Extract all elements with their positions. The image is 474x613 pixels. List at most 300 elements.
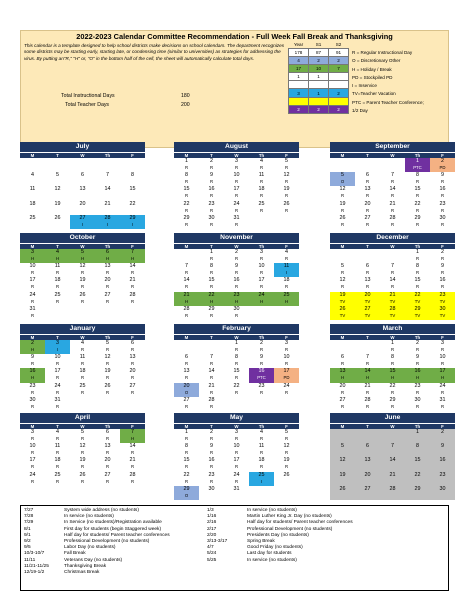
day-cell: 27 R	[104, 471, 111, 484]
day-cell: 16 R	[233, 277, 240, 290]
weekday-label: M	[340, 335, 345, 340]
day-cell: 1	[405, 429, 430, 443]
day-cell: 21 R	[129, 277, 136, 290]
day-cell: 24 R	[283, 382, 290, 395]
day-cell: 26 R	[79, 471, 86, 484]
day-cell: 3 R	[234, 429, 239, 441]
weekday-label: M	[340, 424, 345, 429]
day-cell: 3 I	[45, 340, 70, 354]
week-row	[174, 201, 299, 215]
day-cell: 28 R	[129, 471, 136, 484]
day-cell: 1 R	[415, 249, 420, 261]
month-title: June	[330, 413, 455, 423]
day-cell	[330, 340, 355, 354]
day-cell: 6 H	[95, 249, 120, 263]
year-table-cell: 17	[289, 64, 309, 72]
day-cell	[355, 429, 380, 443]
week-row	[174, 186, 299, 200]
day-cell: 17 R	[233, 457, 240, 470]
weekday-label: F	[285, 335, 288, 340]
note-item: 9/2 Professional Development (no students)	[24, 539, 150, 545]
day-cell: 5 R	[340, 263, 345, 276]
week-row	[20, 158, 145, 172]
day-cell: 17 R	[29, 277, 36, 290]
note-item: 12/19-1/2 Christmas Break	[24, 570, 100, 576]
week-row	[20, 172, 145, 186]
day-cell: 2 R	[209, 158, 214, 170]
day-cell	[380, 249, 405, 263]
day-cell: 16 H	[20, 368, 45, 382]
week-row	[174, 172, 299, 186]
day-cell: 30 R	[233, 305, 240, 318]
day-cell	[174, 340, 199, 354]
month-title: January	[20, 324, 145, 334]
day-cell: 13	[79, 186, 86, 193]
day-cell: 20 R	[339, 382, 346, 395]
day-cell: 8	[131, 172, 134, 179]
day-cell: 24 H	[249, 292, 274, 306]
year-table-cell	[289, 97, 309, 105]
day-cell: 27 R	[129, 382, 136, 395]
day-cell: 28 TV	[380, 306, 405, 320]
day-cell: 4 R	[284, 249, 289, 261]
day-cell: 16 R	[439, 186, 446, 199]
week-row	[174, 383, 299, 397]
week-row	[20, 486, 145, 500]
day-cell: 23 R	[208, 471, 215, 484]
day-cell: 26 R	[79, 291, 86, 304]
day-cell	[120, 306, 145, 320]
day-cell: 7 R	[365, 354, 370, 367]
day-cell: 21 R	[364, 382, 371, 395]
legend-item: H = Holiday / Break	[352, 66, 392, 72]
day-cell: 28 R	[389, 214, 396, 227]
day-cell: 17 R	[258, 277, 265, 290]
day-cell: 21 TV	[380, 292, 405, 306]
day-cell: 16	[430, 457, 455, 471]
year-table-cell	[329, 81, 349, 89]
day-cell: 7	[380, 443, 405, 457]
day-cell: 5	[56, 172, 59, 179]
weekday-label: W	[234, 335, 239, 340]
month-june	[330, 413, 455, 500]
day-cell: 20 R	[129, 368, 136, 381]
day-cell: 25	[29, 214, 36, 221]
year-table-cell: 87	[309, 48, 329, 56]
day-cell: 17 PD	[274, 368, 299, 382]
weekday-label: W	[234, 244, 239, 249]
year-table-cell: 178	[289, 48, 309, 56]
day-cell: 23	[430, 472, 455, 486]
weekday-label: T	[366, 424, 369, 429]
day-cell: 22 R	[183, 200, 190, 213]
weekday-label: F	[441, 335, 444, 340]
day-cell: 2 R	[234, 249, 239, 261]
notes-left	[24, 508, 170, 576]
month-title: March	[330, 324, 455, 334]
day-cell: 8 R	[390, 354, 395, 367]
week-row	[330, 263, 455, 277]
day-cell: 13 R	[104, 263, 111, 276]
day-cell: 22 R	[233, 382, 240, 395]
day-cell: 19 TV	[330, 292, 355, 306]
day-cell: 11 R	[79, 354, 86, 367]
day-cell: 28 R	[129, 291, 136, 304]
weekday-label: F	[441, 424, 444, 429]
day-cell: 20	[355, 472, 380, 486]
day-cell: 4 H	[45, 249, 70, 263]
week-row	[20, 354, 145, 368]
day-cell	[249, 215, 274, 229]
day-cell: 9 R	[209, 443, 214, 456]
day-cell: 5 R	[105, 340, 110, 352]
note-item: 11/21-11/25 Thanksgiving Break	[24, 563, 107, 569]
day-cell	[199, 340, 224, 354]
day-cell: 19 R	[283, 186, 290, 199]
day-cell: 5 R	[284, 429, 289, 441]
day-cell: 26	[283, 471, 290, 478]
day-cell: 21 R	[129, 457, 136, 470]
weekday-label: T	[366, 244, 369, 249]
day-cell: 23 R	[414, 382, 421, 395]
day-cell: 30 TV	[430, 306, 455, 320]
day-cell: 7 R	[390, 263, 395, 276]
day-cell: 17 H	[430, 368, 455, 382]
week-row	[330, 472, 455, 486]
day-cell: 1 PTC	[405, 158, 430, 172]
day-cell: 7 R	[209, 354, 214, 367]
weekday-label: M	[184, 153, 189, 158]
day-cell: 25 R	[79, 382, 86, 395]
day-cell: 18 R	[258, 457, 265, 470]
day-cell: 27 R	[364, 214, 371, 227]
day-cell: 3 R	[284, 340, 289, 352]
week-row	[330, 368, 455, 382]
day-cell: 19 R	[283, 457, 290, 470]
year-table-cell: 2	[289, 105, 309, 113]
weekday-label: F	[131, 335, 134, 340]
day-cell: 30 R	[29, 396, 36, 409]
day-cell: 12 R	[79, 443, 86, 456]
week-row	[330, 397, 455, 411]
day-cell: 6 R	[365, 172, 370, 185]
weekday-label: W	[80, 244, 85, 249]
day-cell: 7	[106, 172, 109, 179]
day-cell: 20 R	[104, 457, 111, 470]
day-cell: 8 R	[234, 354, 239, 367]
day-cell: 6 R	[130, 340, 135, 352]
day-cell: 31 R	[29, 305, 36, 318]
day-cell: 14 R	[389, 277, 396, 290]
week-row	[20, 472, 145, 486]
day-cell: 20 O	[174, 383, 199, 397]
day-cell	[95, 306, 120, 320]
day-cell	[330, 249, 355, 263]
day-cell: 22	[405, 472, 430, 486]
week-row	[174, 292, 299, 306]
day-cell: 22 R	[183, 471, 190, 484]
year-table-cell	[309, 81, 329, 89]
day-cell: 19 R	[104, 368, 111, 381]
week-row	[174, 215, 299, 229]
day-cell: 1 R	[184, 158, 189, 170]
weekday-label: W	[234, 424, 239, 429]
day-cell: 26	[330, 486, 355, 500]
year-table-cell: 1	[309, 73, 329, 81]
day-cell: 11 R	[258, 172, 265, 185]
day-cell: 12	[330, 457, 355, 471]
weekday-label: W	[390, 244, 395, 249]
day-cell: 10 R	[54, 354, 61, 367]
weekday-label: T	[366, 153, 369, 158]
day-cell	[274, 306, 299, 320]
week-row	[174, 429, 299, 443]
day-cell: 5	[330, 443, 355, 457]
day-cell: 2 R	[440, 249, 445, 261]
day-cell: 16 R	[439, 277, 446, 290]
day-cell: 4 R	[55, 429, 60, 441]
year-table-cell: 4	[289, 56, 309, 64]
week-row	[330, 457, 455, 471]
day-cell: 2 R	[415, 340, 420, 352]
month-april	[20, 413, 145, 500]
week-row	[174, 340, 299, 354]
day-cell: 2 R	[209, 429, 214, 441]
day-cell: 9 R	[30, 354, 35, 367]
day-cell: 10 R	[233, 443, 240, 456]
day-cell	[274, 215, 299, 229]
weekday-label: T	[56, 244, 59, 249]
year-table-cell: 2	[329, 56, 349, 64]
day-cell: 7 R	[390, 172, 395, 185]
weekday-label: T	[56, 424, 59, 429]
day-cell: 17 R	[233, 186, 240, 199]
week-row	[330, 186, 455, 200]
weekday-label: T	[56, 153, 59, 158]
day-cell: 3 R	[30, 429, 35, 441]
day-cell: 23 R	[439, 200, 446, 213]
day-cell: 24 R	[54, 382, 61, 395]
day-cell	[274, 397, 299, 411]
day-cell: 9 R	[440, 263, 445, 276]
day-cell: 3 H	[20, 249, 45, 263]
day-cell: 7 R	[184, 263, 189, 276]
day-cell	[95, 397, 120, 411]
day-cell: 13 R	[129, 354, 136, 367]
day-cell: 6	[355, 443, 380, 457]
weekday-label: T	[366, 335, 369, 340]
day-cell: 2 R	[259, 340, 264, 352]
day-cell	[249, 486, 274, 500]
day-cell	[70, 397, 95, 411]
day-cell: 15	[405, 457, 430, 471]
day-cell: 22 H	[199, 292, 224, 306]
note-item: 9/5 Labor Day (no students)	[24, 545, 116, 551]
weekday-label: Th	[414, 153, 421, 158]
weekday-label: W	[80, 153, 85, 158]
day-cell: 15 R	[233, 368, 240, 381]
day-cell: 10 R	[29, 443, 36, 456]
note-item: 9/1 Half day for students/ Parent teacher conferences	[24, 532, 170, 538]
day-cell	[355, 249, 380, 263]
legend-item: PD = Stockpiled PD	[352, 74, 393, 80]
weekday-label: Th	[414, 335, 421, 340]
weekday-label: M	[30, 424, 35, 429]
day-cell: 29 R	[208, 305, 215, 318]
day-cell: 14 R	[129, 443, 136, 456]
year-table-cell: 2	[329, 89, 349, 97]
month-october	[20, 233, 145, 320]
week-row	[20, 215, 145, 229]
day-cell: 8 R	[415, 172, 420, 185]
day-cell: 11 R	[54, 443, 61, 456]
weekday-label: Th	[104, 244, 111, 249]
day-cell: 12	[54, 186, 61, 193]
day-cell: 10 R	[439, 354, 446, 367]
day-cell: 31 R	[439, 396, 446, 409]
day-cell: 6 R	[365, 263, 370, 276]
day-cell: 26	[54, 214, 61, 221]
day-cell: 27 I	[70, 215, 95, 229]
year-table-cell: 2	[329, 105, 349, 113]
month-august	[174, 142, 299, 229]
year-table-header: S1	[315, 41, 322, 47]
legend-item: 1/2 Day	[352, 108, 368, 114]
week-row	[174, 263, 299, 277]
page-title: 2022-2023 Calendar Committee Recommendation - Full Week Fall Break and Thanksgiving	[76, 32, 393, 41]
week-row	[20, 306, 145, 320]
day-cell	[95, 158, 120, 172]
day-cell: 18 R	[54, 457, 61, 470]
week-row	[174, 397, 299, 411]
weekday-label: W	[390, 424, 395, 429]
legend	[352, 49, 448, 115]
week-row	[330, 340, 455, 354]
day-cell: 18 R	[54, 277, 61, 290]
note-item: 3/13-3/17 Spring Break	[207, 539, 275, 545]
day-cell: 21 R	[208, 382, 215, 395]
month-title: May	[174, 413, 299, 423]
day-cell: 16 R	[208, 457, 215, 470]
day-cell: 12 R	[339, 186, 346, 199]
week-row	[20, 457, 145, 471]
day-cell: 28 I	[95, 215, 120, 229]
total-teacher-value: 200	[181, 102, 190, 108]
weekday-label: W	[390, 335, 395, 340]
weekday-label: F	[285, 424, 288, 429]
day-cell	[330, 429, 355, 443]
day-cell: 1 R	[209, 249, 214, 261]
day-cell	[45, 306, 70, 320]
day-cell: 10 R	[283, 354, 290, 367]
day-cell: 22	[129, 200, 136, 207]
day-cell: 22 R	[414, 200, 421, 213]
day-cell: 19	[330, 472, 355, 486]
day-cell: 26 R	[339, 214, 346, 227]
day-cell: 17 R	[29, 457, 36, 470]
year-table-cell: 91	[329, 48, 349, 56]
month-title: December	[330, 233, 455, 243]
notes-right	[207, 508, 353, 564]
week-row	[174, 472, 299, 486]
day-cell: 8	[405, 443, 430, 457]
day-cell: 16 R	[208, 186, 215, 199]
day-cell: 27 R	[183, 396, 190, 409]
total-instructional-label: Total Instructional Days	[61, 93, 115, 99]
month-title: July	[20, 142, 145, 152]
year-table-header: Year	[293, 41, 304, 47]
year-table-header: S2	[335, 41, 342, 47]
day-cell: 12 R	[283, 443, 290, 456]
day-cell: 5 R	[284, 158, 289, 170]
day-cell: 23 R	[208, 200, 215, 213]
day-cell: 13 R	[183, 368, 190, 381]
day-cell: 24 R	[233, 471, 240, 484]
week-row	[330, 429, 455, 443]
day-cell: 20 TV	[355, 292, 380, 306]
note-item: 5/24 Last day for students	[207, 551, 292, 557]
month-september	[330, 142, 455, 229]
day-cell	[95, 486, 120, 500]
weekday-label: M	[340, 153, 345, 158]
weekday-label: T	[210, 335, 213, 340]
day-cell: 21	[380, 472, 405, 486]
note-item: 7/27 System wide address (no students)	[24, 508, 139, 513]
year-table-cell: 1	[289, 73, 309, 81]
day-cell	[45, 486, 70, 500]
day-cell: 10 R	[258, 263, 265, 276]
weekday-label: W	[390, 153, 395, 158]
day-cell: 19 R	[79, 457, 86, 470]
day-cell: 11 R	[54, 263, 61, 276]
week-row	[330, 486, 455, 500]
day-cell: 15 H	[380, 368, 405, 382]
day-cell: 5 R	[80, 429, 85, 441]
day-cell: 8 R	[184, 443, 189, 456]
note-item: 5/25 In service (no students)	[207, 557, 297, 563]
day-cell: 20	[79, 200, 86, 207]
week-row	[174, 354, 299, 368]
week-row	[174, 368, 299, 382]
weekday-label: M	[184, 424, 189, 429]
day-cell: 14 R	[208, 368, 215, 381]
week-row	[20, 263, 145, 277]
day-cell: 12 R	[283, 172, 290, 185]
day-cell: 18 R	[79, 368, 86, 381]
day-cell: 29	[405, 486, 430, 500]
day-cell: 14 R	[389, 186, 396, 199]
day-cell: 1 R	[184, 429, 189, 441]
day-cell: 4 R	[259, 158, 264, 170]
year-table-cell: 1	[309, 89, 329, 97]
week-row	[20, 277, 145, 291]
week-row	[330, 158, 455, 172]
day-cell: 28	[380, 486, 405, 500]
total-instructional-value: 180	[181, 93, 190, 99]
intro-text: This calendar is a template designed to help school districts make decisions on school calendars. The department recognizes some districts may be starting early, starting late, or condensing time (similar to universities) as strategies for addressing the virus. By putting an"R," "H" or, "O" in the bottom half of the cell, the sheet will automatically calculate total days.	[24, 43, 285, 61]
day-cell: 20 R	[364, 200, 371, 213]
month-title: February	[174, 324, 299, 334]
legend-item: R = Regular Instructional Day	[352, 50, 413, 55]
month-title: April	[20, 413, 145, 423]
day-cell: 14 R	[183, 277, 190, 290]
week-row	[330, 249, 455, 263]
legend-item: O = Discretionary Other	[352, 58, 401, 64]
day-cell: 24 R	[439, 382, 446, 395]
day-cell	[355, 158, 380, 172]
week-row	[330, 354, 455, 368]
weekday-label: Th	[104, 424, 111, 429]
